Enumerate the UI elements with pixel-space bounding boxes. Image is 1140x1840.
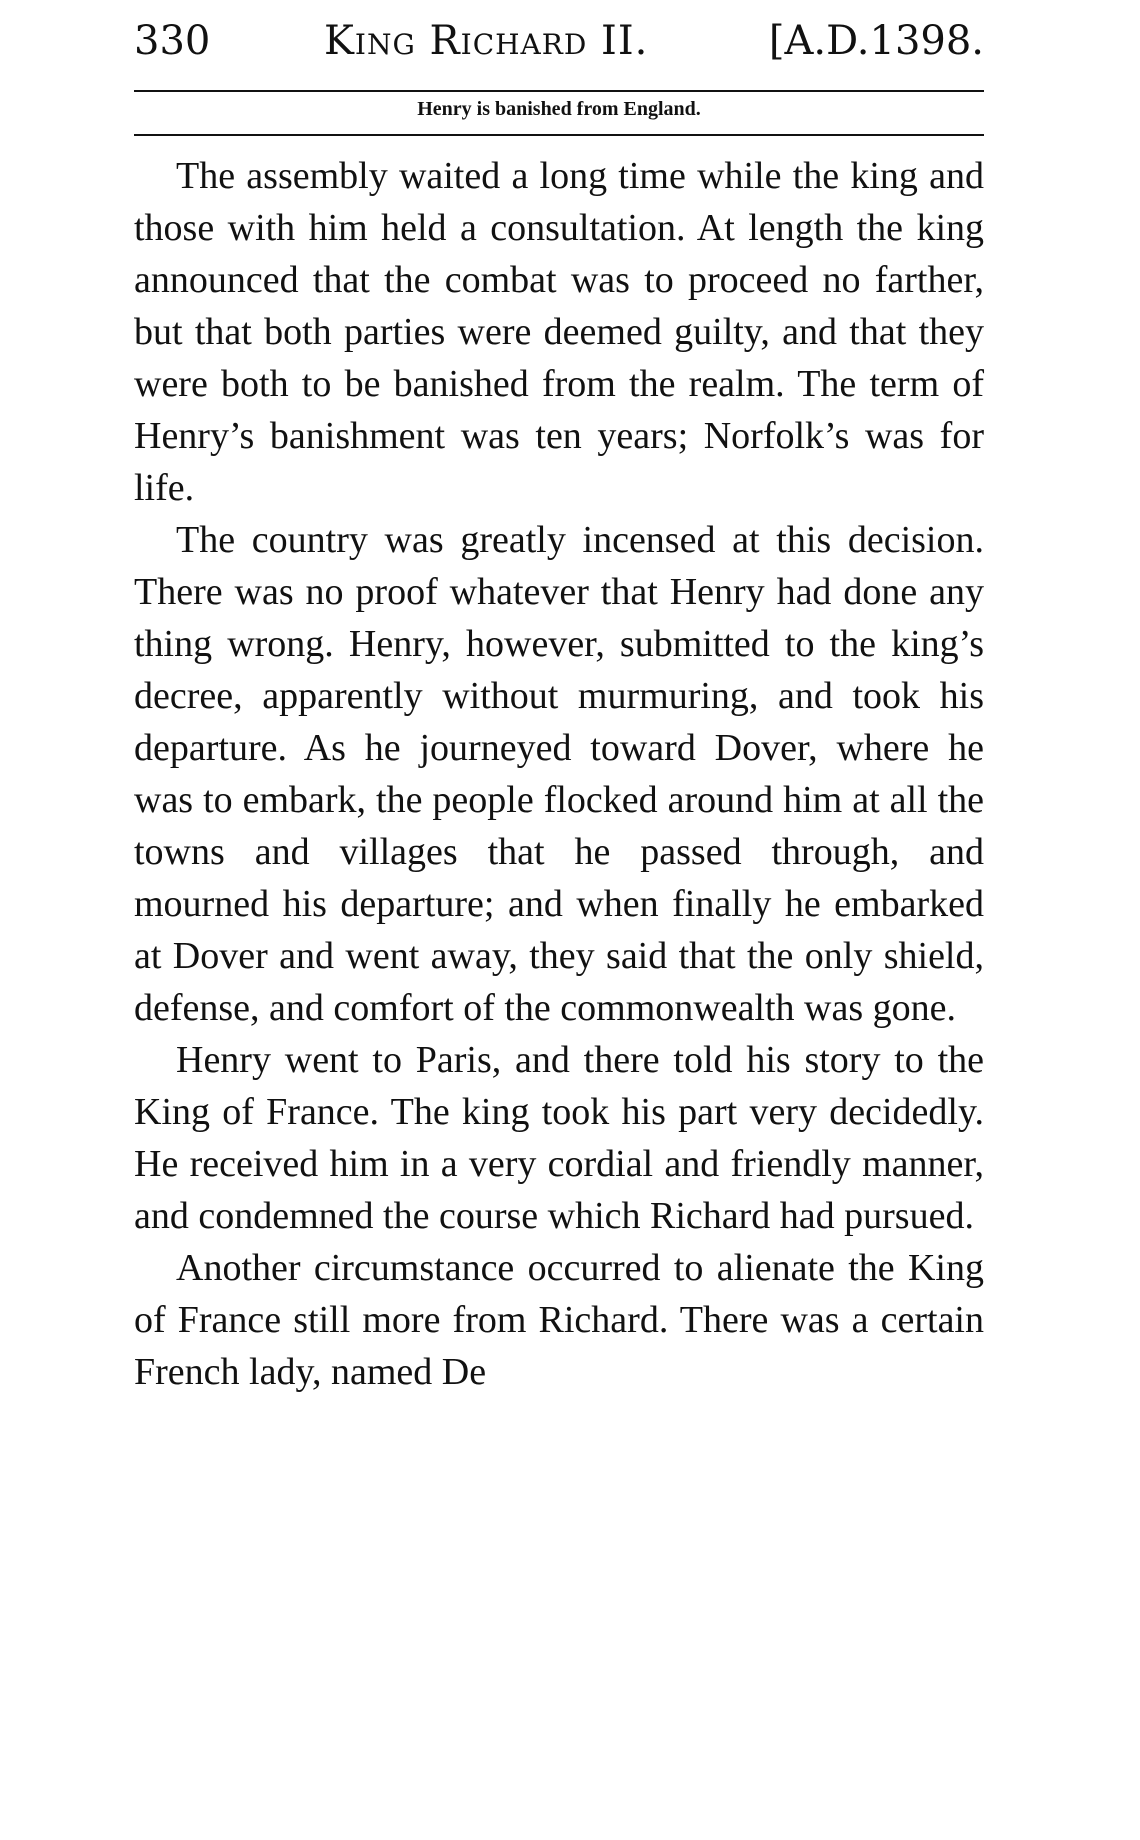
paragraph-3: Henry went to Paris, and there told his story to the King of France. The king took his part very decidedly. He received him in a very cordial and friendly manner, and condemned the course which Richard had pursued. [134, 1039, 984, 1237]
page-subheading: Henry is banished from England. [417, 98, 701, 120]
paragraph-1: The assembly waited a long time while the king and those with him held a consultation. At length the king announced that the combat was to proceed no farther, but that both parties were deemed guilty, and that they were both to be banished from the realm. The term of Henry’s banishment was ten years; Norfolk’s was for life. [134, 155, 984, 509]
running-title: King Richard II. [324, 18, 649, 64]
running-header [134, 18, 984, 74]
header-rule-bottom [134, 134, 984, 136]
paragraph-2: The country was greatly incensed at this decision. There was no proof whatever that Henry had done any thing wrong. Henry, however, submitted to the king’s decree, apparently without murmuring, and took his departure. As he journeyed toward Dover, where he was to embark, the people flocked around him at all the towns and villages that he passed through, and mourned his departure; and when finally he embarked at Dover and went away, they said that the only shield, defense, and comfort of the commonwealth was gone. [134, 519, 984, 1029]
page-number: 330 [134, 18, 211, 64]
header-rule-top [134, 90, 984, 92]
body-text [134, 150, 984, 1398]
running-date: [A.D.1398. [768, 18, 984, 64]
paragraph-4: Another circumstance occurred to alienate the King of France still more from Richard. There was a certain French lady, named De [134, 1247, 984, 1393]
